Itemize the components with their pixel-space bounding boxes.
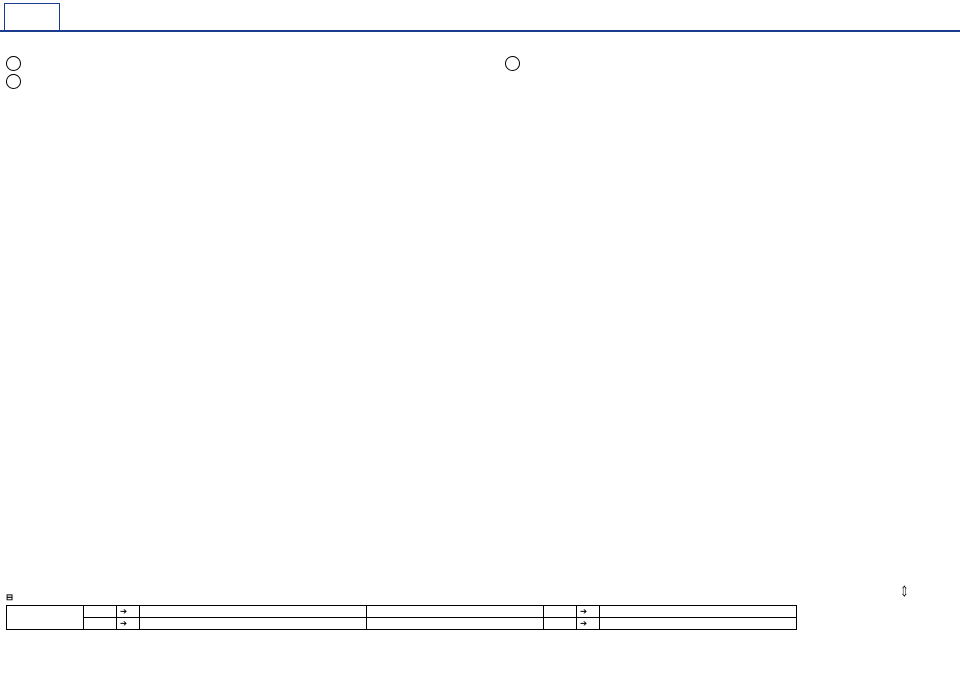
bus-line xyxy=(544,606,577,618)
bus-icon: ⊟ xyxy=(6,592,14,602)
table-number: ⇔ xyxy=(894,581,916,601)
bus-route xyxy=(600,606,797,618)
s-badge-icon xyxy=(505,56,520,71)
bus-stop xyxy=(367,606,544,618)
bus-route xyxy=(140,606,367,618)
s-badge-icon xyxy=(6,74,21,89)
bus-station xyxy=(7,606,84,630)
bus-route xyxy=(140,618,367,630)
route-s4 xyxy=(6,74,22,92)
route-s3 xyxy=(505,56,521,74)
bus-line xyxy=(84,618,117,630)
s-badge-icon xyxy=(6,56,21,71)
header-divider xyxy=(0,30,960,32)
bus-title xyxy=(6,592,13,603)
route-s2 xyxy=(6,56,22,74)
bus-stop xyxy=(367,618,544,630)
bus-route xyxy=(600,618,797,630)
bus-line xyxy=(544,618,577,630)
bus-table: ➔ ➔ ➔ ➔ xyxy=(6,605,797,630)
bus-line xyxy=(84,606,117,618)
sz-dc-logo xyxy=(4,3,60,31)
